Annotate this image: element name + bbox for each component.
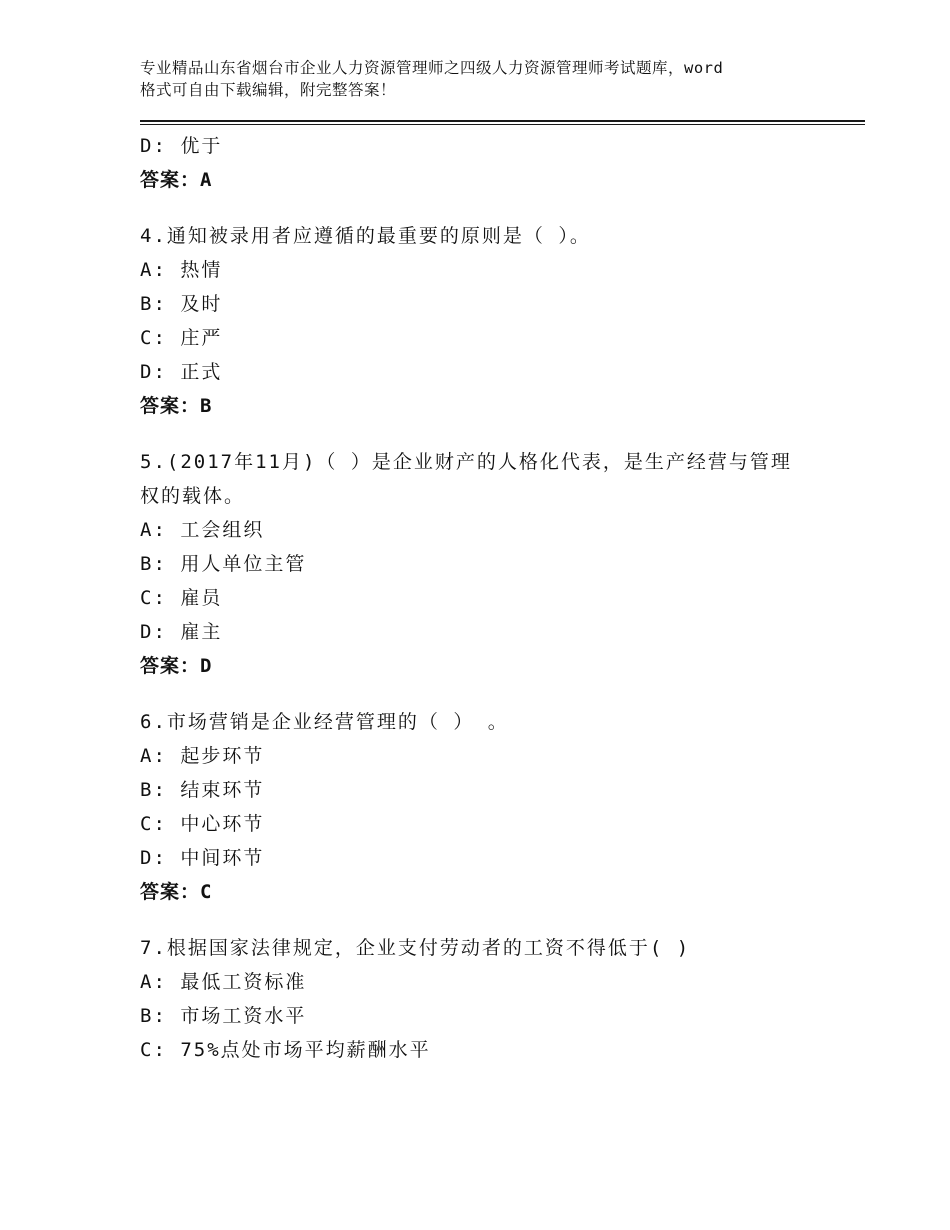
answer: 答案：C bbox=[140, 881, 213, 903]
header-line-1: 专业精品山东省烟台市企业人力资源管理师之四级人力资源管理师考试题库，word bbox=[140, 59, 724, 77]
answer: 答案：A bbox=[140, 169, 213, 191]
header-line-2: 格式可自由下载编辑，附完整答案！ bbox=[140, 81, 397, 99]
previous-question-tail bbox=[140, 129, 840, 197]
question-4 bbox=[140, 219, 840, 423]
question-7 bbox=[140, 931, 840, 1067]
question-5 bbox=[140, 445, 840, 683]
option-b: B: 市场工资水平 bbox=[140, 1005, 307, 1027]
option-d: D: 雇主 bbox=[140, 621, 223, 643]
option-a: A: 最低工资标准 bbox=[140, 971, 307, 993]
question-stem: 7.根据国家法律规定，企业支付劳动者的工资不得低于( ) bbox=[140, 937, 691, 959]
question-stem: 6.市场营销是企业经营管理的（ ） 。 bbox=[140, 711, 509, 733]
document-body bbox=[140, 129, 840, 1067]
option-d: D: 优于 bbox=[140, 135, 223, 157]
document-header bbox=[140, 57, 830, 101]
header-divider-thin bbox=[140, 124, 865, 125]
answer: 答案：D bbox=[140, 655, 213, 677]
option-b: B: 用人单位主管 bbox=[140, 553, 307, 575]
question-stem-line-1: 5.(2017年11月)（ ）是企业财产的人格化代表，是生产经营与管理 bbox=[140, 451, 792, 473]
option-b: B: 结束环节 bbox=[140, 779, 265, 801]
answer: 答案：B bbox=[140, 395, 213, 417]
option-c: C: 庄严 bbox=[140, 327, 223, 349]
option-c: C: 中心环节 bbox=[140, 813, 265, 835]
option-a: A: 热情 bbox=[140, 259, 223, 281]
question-stem: 4.通知被录用者应遵循的最重要的原则是（ ）。 bbox=[140, 225, 591, 247]
option-d: D: 中间环节 bbox=[140, 847, 265, 869]
question-6 bbox=[140, 705, 840, 909]
option-c: C: 雇员 bbox=[140, 587, 223, 609]
question-stem-line-2: 权的载体。 bbox=[140, 485, 246, 507]
option-c: C: 75%点处市场平均薪酬水平 bbox=[140, 1039, 431, 1061]
option-a: A: 工会组织 bbox=[140, 519, 265, 541]
option-a: A: 起步环节 bbox=[140, 745, 265, 767]
option-d: D: 正式 bbox=[140, 361, 223, 383]
option-b: B: 及时 bbox=[140, 293, 223, 315]
header-divider-thick bbox=[140, 120, 865, 122]
